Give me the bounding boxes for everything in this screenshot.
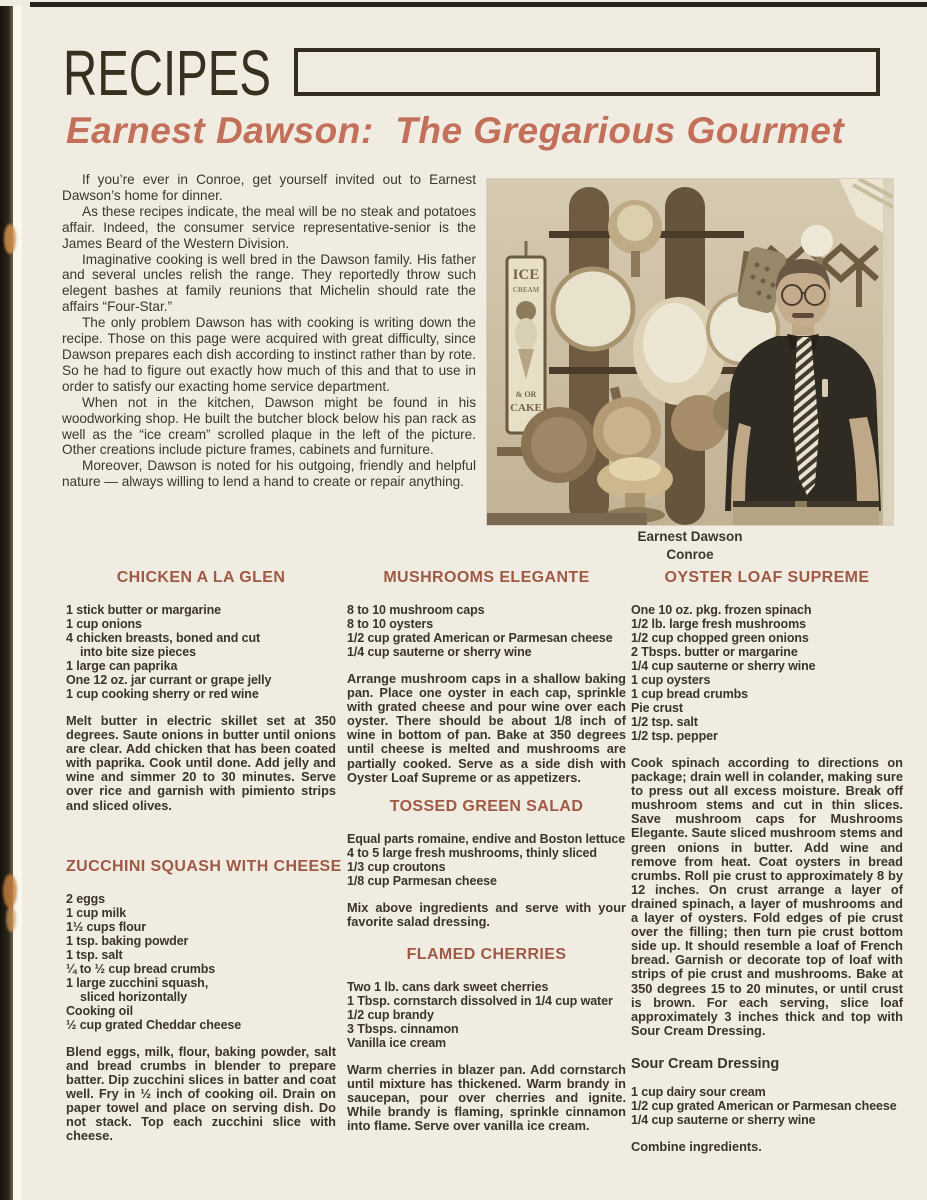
ingredient-line: ¼ to ½ cup bread crumbs — [66, 961, 216, 976]
recipe-title: MUSHROOMS ELEGANTE — [383, 569, 590, 586]
ingredient-line: 1 large zucchini squash, — [66, 975, 209, 990]
ingredient-list — [631, 603, 903, 743]
ingredient-line: 1/2 cup chopped green onions — [631, 631, 809, 645]
page-binding-shadow — [0, 6, 13, 1200]
svg-text:& OR: & OR — [515, 390, 537, 399]
caption-name: Earnest Dawson — [637, 529, 743, 544]
intro-paragraph: When not in the kitchen, Dawson might be found in his woodworking shop. He built the butcher block below his pan rack as well as the “ice cream” scrolled plaque in the left of the picture. Other creations include picture frames, cabinets and furniture. — [62, 394, 476, 458]
intro-paragraph: Imaginative cooking is well bred in the Dawson family. His father and several uncles relish the range. They reportedly throw such elegent bashes at family reunions that Michelin should rate the affairs “Four-Star.” — [62, 251, 476, 315]
recipe-title: ZUCCHINI SQUASH WITH CHEESE — [66, 857, 342, 875]
ingredient-line: 1/2 cup brandy — [347, 1007, 434, 1022]
ingredient-line: 1/3 cup croutons — [347, 859, 446, 874]
pocket-pen — [822, 379, 828, 397]
subrecipe-instructions: Combine ingredients. — [631, 1138, 762, 1154]
ingredient-line: into bite size pieces — [80, 645, 196, 659]
ingredient-line: Vanilla ice cream — [347, 1035, 447, 1050]
ingredient-list — [347, 603, 626, 659]
recipe-instructions: Blend eggs, milk, flour, baking powder, salt and bread crumbs in blender to prepare batter. Dip zucchini slices in batter and coat well. Fry in ½ inch of cooking oil. Drain on paper towel and place on serving dish. Do not stack. Top each zucchini slice with cheese. — [66, 1043, 336, 1144]
masthead-title: RECIPES — [63, 37, 271, 109]
portrait-photo — [487, 179, 893, 525]
ingredient-line: 1 tsp. salt — [66, 947, 123, 962]
ingredient-line: 1 stick butter or margarine — [66, 603, 221, 617]
ingredient-line: 1 cup dairy sour cream — [631, 1084, 766, 1099]
binding-stain — [6, 906, 16, 932]
svg-text:CREAM: CREAM — [512, 286, 540, 294]
recipe-column-middle — [347, 568, 626, 1133]
ingredient-line: One 12 oz. jar currant or grape jelly — [66, 673, 272, 687]
ingredient-line: 1/4 cup sauterne or sherry wine — [631, 1112, 816, 1127]
recipe-oyster-loaf-supreme — [631, 568, 903, 1154]
ingredient-line: 1 cup milk — [66, 905, 127, 920]
caption-city: Conroe — [666, 547, 714, 562]
ingredient-line: 3 Tbsps. cinnamon — [347, 1021, 459, 1036]
ingredient-line: 1 large can paprika — [66, 659, 178, 673]
ingredient-list — [66, 892, 336, 1032]
ingredient-line: One 10 oz. pkg. frozen spinach — [631, 603, 812, 617]
ingredient-line: 1/8 cup Parmesan cheese — [347, 873, 497, 888]
ingredient-line: 1/4 cup sauterne or sherry wine — [347, 645, 532, 659]
intro-paragraph: As these recipes indicate, the meal will be no steak and potatoes affair. Indeed, the consumer service representative-senior is the James Beard of the Western Division. — [62, 203, 476, 251]
intro-column — [62, 172, 476, 490]
article-headline: Earnest Dawson: The Gregarious Gourmet — [66, 110, 845, 151]
masthead-rule-box — [294, 48, 880, 96]
photo-caption — [487, 528, 893, 564]
intro-paragraph: The only problem Dawson has with cooking is writing down the recipe. Those on this page were acquired with great difficulty, since Dawson prepares each dish according to instinct rather than by rote. So he had to figure out exactly how much of this and that to use in order to satisfy our exacting home service department. — [62, 315, 476, 394]
ingredient-line: 1 cup bread crumbs — [631, 687, 748, 701]
ice-cream-plaque — [507, 241, 545, 433]
ingredient-list — [347, 980, 626, 1050]
recipe-chicken-a-la-glen — [66, 568, 336, 813]
ingredient-line: 1/4 cup sauterne or sherry wine — [631, 659, 816, 673]
ingredient-list — [66, 603, 336, 701]
ingredient-list — [347, 832, 626, 888]
recipe-title: CHICKEN A LA GLEN — [116, 569, 286, 586]
recipe-flamed-cherries — [347, 945, 626, 1133]
top-scan-line — [30, 2, 927, 7]
pants — [733, 505, 879, 525]
ingredient-line: 1½ cups flour — [66, 919, 146, 934]
recipe-column-right — [631, 568, 903, 1154]
mustache — [792, 313, 814, 318]
ingredient-line: 1 Tbsp. cornstarch dissolved in 1/4 cup water — [347, 993, 613, 1008]
ingredient-line: 2 Tbsps. butter or margarine — [631, 645, 798, 659]
svg-text:CAKE: CAKE — [510, 402, 542, 414]
recipe-instructions: Arrange mushroom caps in a shallow baking pan. Place one oyster in each cap, sprinkle with grated cheese and pour wine over each oyster. There should be about 1/8 inch of wine in bottom of pan. Bake at 350 degrees until cheese is melted and mushrooms are partially cooked. Serve as a side dish with Oyster Loaf Supreme or as appetizers. — [347, 671, 626, 785]
photo-illustration — [487, 179, 893, 525]
ingredient-line: Two 1 lb. cans dark sweet cherries — [347, 979, 549, 994]
recipe-instructions: Warm cherries in blazer pan. Add cornstarch until mixture has thickened. Warm brandy in saucepan, pour over cherries and ignite. While brandy is flaming, sprinkle cinnamon into flame. Serve over vanilla ice cream. — [347, 1061, 626, 1134]
recipe-instructions: Cook spinach according to directions on package; drain well in colander, making sure to press out all excess moisture. Break off mushroom stems and cut in thin slices. Save mushroom caps for Mushrooms Elegante. Saute sliced mushroom stems and green onions in butter. Add wine and remove from heat. Coat oysters in bread crumbs. Roll pie crust to approximately 8 by 12 inches. On crust arrange a layer of drained spinach, a layer of mushrooms and a layer of oysters. Fold edges of pie crust over the filling; then turn pie crust bottom side up. It should resemble a loaf of French bread. Garnish or decorate top of loaf with strips of pie crust and mushrooms. Bake at 350 degrees 15 to 20 minutes, or until crust is brown. For each serving, slice loaf approximately 3 inches thick and top with Sour Cream Dressing. — [631, 755, 903, 1038]
recipe-title: OYSTER LOAF SUPREME — [664, 569, 870, 586]
ingredient-line: 1/2 cup grated American or Parmesan cheese — [347, 631, 613, 645]
recipe-title: FLAMED CHERRIES — [406, 945, 567, 963]
ingredient-line: 4 chicken breasts, boned and cut — [66, 631, 261, 645]
svg-text:ICE: ICE — [512, 267, 540, 283]
ingredient-line: 8 to 10 oysters — [347, 617, 434, 631]
ingredient-list — [631, 1085, 903, 1127]
recipe-instructions: Melt butter in electric skillet set at 350 degrees. Saute onions in butter until onions are clear. Add chicken that has been coated with paprika. Cook until done. Add jelly and wine and simmer 20 to 30 minutes. Serve over rice and garnish with pimiento strips and sliced olives. — [66, 713, 336, 813]
ingredient-line: 1 cup oysters — [631, 673, 711, 687]
recipe-tossed-green-salad — [347, 797, 626, 929]
recipe-title: TOSSED GREEN SALAD — [389, 797, 584, 815]
ingredient-line: sliced horizontally — [80, 989, 188, 1004]
ingredient-line: 8 to 10 mushroom caps — [347, 603, 485, 617]
recipe-zucchini-squash — [66, 857, 342, 1144]
ingredient-line: 1/2 tsp. pepper — [631, 729, 718, 743]
binding-stain — [4, 224, 16, 254]
ingredient-line: 1/2 lb. large fresh mushrooms — [631, 617, 806, 631]
binding-stain — [3, 874, 17, 908]
page-edge-highlight — [13, 6, 22, 1200]
belt-buckle — [795, 501, 807, 507]
ingredient-line: 1 cup onions — [66, 617, 142, 631]
ingredient-line: Equal parts romaine, endive and Boston lettuce — [347, 831, 626, 846]
ingredient-line: ½ cup grated Cheddar cheese — [66, 1017, 242, 1032]
subrecipe-title: Sour Cream Dressing — [631, 1055, 780, 1072]
recipe-mushrooms-elegante — [347, 568, 626, 785]
intro-paragraph: Moreover, Dawson is noted for his outgoing, friendly and helpful nature — always willing to lend a hand to create or repair anything. — [62, 458, 476, 490]
ingredient-line: 1/2 cup grated American or Parmesan cheese — [631, 1098, 897, 1113]
ingredient-line: 1 tsp. baking powder — [66, 933, 189, 948]
ingredient-line: 1 cup cooking sherry or red wine — [66, 687, 259, 701]
ingredient-line: 1/2 tsp. salt — [631, 715, 698, 729]
ingredient-line: Pie crust — [631, 701, 683, 715]
intro-paragraph: If you’re ever in Conroe, get yourself invited out to Earnest Dawson’s home for dinner. — [62, 172, 476, 203]
recipe-column-left — [66, 568, 342, 1144]
ingredient-line: Cooking oil — [66, 1003, 133, 1018]
ingredient-line: 2 eggs — [66, 891, 105, 906]
recipe-instructions: Mix above ingredients and serve with your favorite salad dressing. — [347, 899, 626, 929]
ingredient-line: 4 to 5 large fresh mushrooms, thinly sliced — [347, 845, 597, 860]
